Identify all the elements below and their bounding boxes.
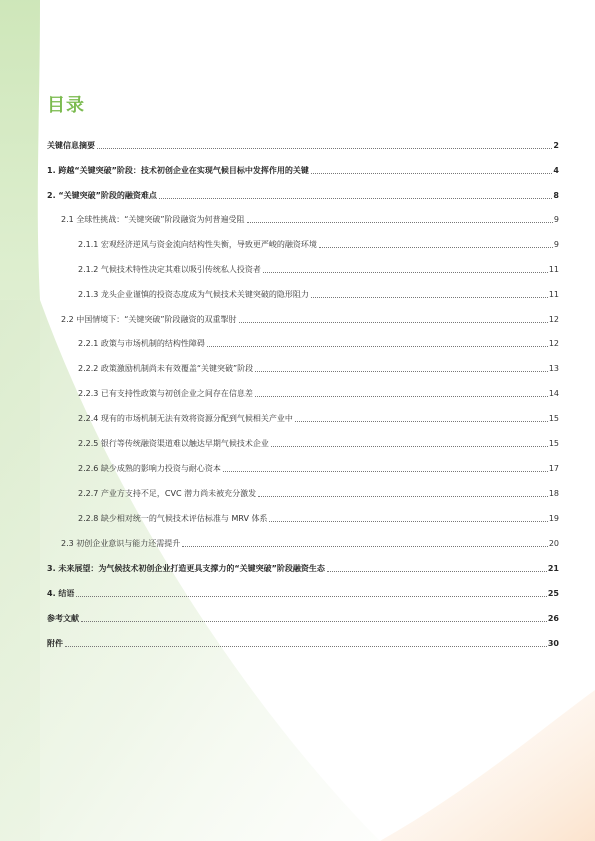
toc-entry[interactable] [47, 562, 559, 576]
toc-dot-leader [182, 546, 548, 547]
toc-entry[interactable] [78, 412, 559, 426]
toc-dot-leader [76, 596, 546, 597]
toc-dot-leader [271, 446, 548, 447]
toc-entry[interactable] [47, 637, 559, 651]
toc-page-number: 12 [548, 339, 559, 348]
toc-page-number: 25 [547, 589, 559, 598]
toc-title: 目录 [47, 95, 85, 116]
toc-entry[interactable] [47, 164, 559, 178]
toc-entry[interactable] [47, 139, 559, 153]
toc-page-number: 30 [547, 639, 559, 648]
toc-dot-leader [295, 421, 548, 422]
toc-page-number: 20 [548, 539, 559, 548]
toc-entry[interactable] [78, 387, 559, 401]
toc-entry[interactable] [78, 437, 559, 451]
toc-entry[interactable] [47, 189, 559, 203]
toc-entry[interactable] [78, 512, 559, 526]
toc-entry-text: 2.2.7 产业方支持不足，CVC 潜力尚未被充分激发 [78, 489, 257, 498]
toc-page-number: 26 [547, 614, 559, 623]
toc-entry[interactable] [47, 612, 559, 626]
toc-page-number: 14 [548, 389, 559, 398]
toc-entry-text: 2. “关键突破”阶段的融资难点 [47, 191, 157, 200]
toc-dot-leader [255, 396, 548, 397]
toc-entry-text: 2.1.2 气候技术特性决定其难以吸引传统私人投资者 [78, 265, 261, 274]
toc-entry-text: 关键信息摘要 [47, 141, 95, 150]
toc-dot-leader [319, 247, 553, 248]
toc-entry-text: 2.2.4 现有的市场机制无法有效将资源分配到气候相关产业中 [78, 414, 293, 423]
toc-page-number: 2 [553, 141, 559, 150]
toc-entry[interactable] [61, 213, 559, 227]
toc-entry[interactable] [61, 537, 559, 551]
toc-dot-leader [263, 272, 548, 273]
toc-entry-text: 2.1 全球性挑战：“关键突破”阶段融资为何普遍受阻 [61, 215, 245, 224]
toc-entry[interactable] [47, 587, 559, 601]
toc-entry[interactable] [78, 462, 559, 476]
toc-entry-text: 2.2 中国情境下：“关键突破”阶段融资的双重掣肘 [61, 315, 237, 324]
toc-dot-leader [207, 346, 548, 347]
toc-entry-text: 2.1.1 宏观经济逆风与资金流向结构性失衡，导致更严峻的融资环境 [78, 240, 317, 249]
toc-dot-leader [311, 173, 553, 174]
toc-page-number: 11 [548, 290, 559, 299]
toc-entry-text: 参考文献 [47, 614, 79, 623]
toc-dot-leader [97, 148, 552, 149]
toc-page-number: 15 [548, 414, 559, 423]
toc-dot-leader [81, 621, 547, 622]
toc-dot-leader [258, 496, 548, 497]
toc-page-number: 15 [548, 439, 559, 448]
toc-dot-leader [327, 571, 547, 572]
toc-page-number: 4 [553, 166, 559, 175]
toc-dot-leader [223, 471, 548, 472]
toc-entry[interactable] [78, 288, 559, 302]
toc-dot-leader [269, 521, 547, 522]
toc-dot-leader [65, 646, 547, 647]
toc-page-number: 9 [553, 240, 559, 249]
toc-entry-text: 2.3 初创企业意识与能力还需提升 [61, 539, 181, 548]
toc-page-number: 8 [553, 191, 559, 200]
toc-dot-leader [311, 297, 548, 298]
toc-entry[interactable] [78, 238, 559, 252]
toc-entry-text: 4. 结语 [47, 589, 75, 598]
toc-page-number: 12 [548, 315, 559, 324]
toc-dot-leader [255, 371, 548, 372]
toc-entry-text: 附件 [47, 639, 63, 648]
toc-entry-text: 3. 未来展望：为气候技术初创企业打造更具支撑力的“关键突破”阶段融资生态 [47, 564, 325, 573]
toc-page-number: 17 [548, 464, 559, 473]
toc-entry-text: 2.1.3 龙头企业谨慎的投资态度成为气候技术关键突破的隐形阻力 [78, 290, 309, 299]
toc-dot-leader [159, 198, 553, 199]
toc-dot-leader [247, 222, 553, 223]
toc-page-number: 18 [548, 489, 559, 498]
toc-entry[interactable] [78, 362, 559, 376]
toc-entry[interactable] [61, 313, 559, 327]
toc-dot-leader [239, 322, 548, 323]
toc-entry-text: 2.2.3 已有支持性政策与初创企业之间存在信息差 [78, 389, 253, 398]
toc-entry-text: 2.2.8 缺少相对统一的气候技术评估标准与 MRV 体系 [78, 514, 268, 523]
toc-page-number: 13 [548, 364, 559, 373]
toc-entry-text: 2.2.2 政策激励机制尚未有效覆盖“关键突破”阶段 [78, 364, 254, 373]
toc-entry-text: 2.2.6 缺少成熟的影响力投资与耐心资本 [78, 464, 221, 473]
toc-entry[interactable] [78, 263, 559, 277]
toc-page-number: 11 [548, 265, 559, 274]
toc-entry[interactable] [78, 337, 559, 351]
toc-page-number: 19 [548, 514, 559, 523]
toc-entry-text: 1. 跨越“关键突破”阶段：技术初创企业在实现气候目标中发挥作用的关键 [47, 166, 309, 175]
toc-page-number: 21 [547, 564, 559, 573]
toc-entry[interactable] [78, 487, 559, 501]
toc-entry-text: 2.2.5 银行等传统融资渠道难以触达早期气候技术企业 [78, 439, 269, 448]
toc-page-number: 9 [553, 215, 559, 224]
toc-entry-text: 2.2.1 政策与市场机制的结构性障碍 [78, 339, 205, 348]
